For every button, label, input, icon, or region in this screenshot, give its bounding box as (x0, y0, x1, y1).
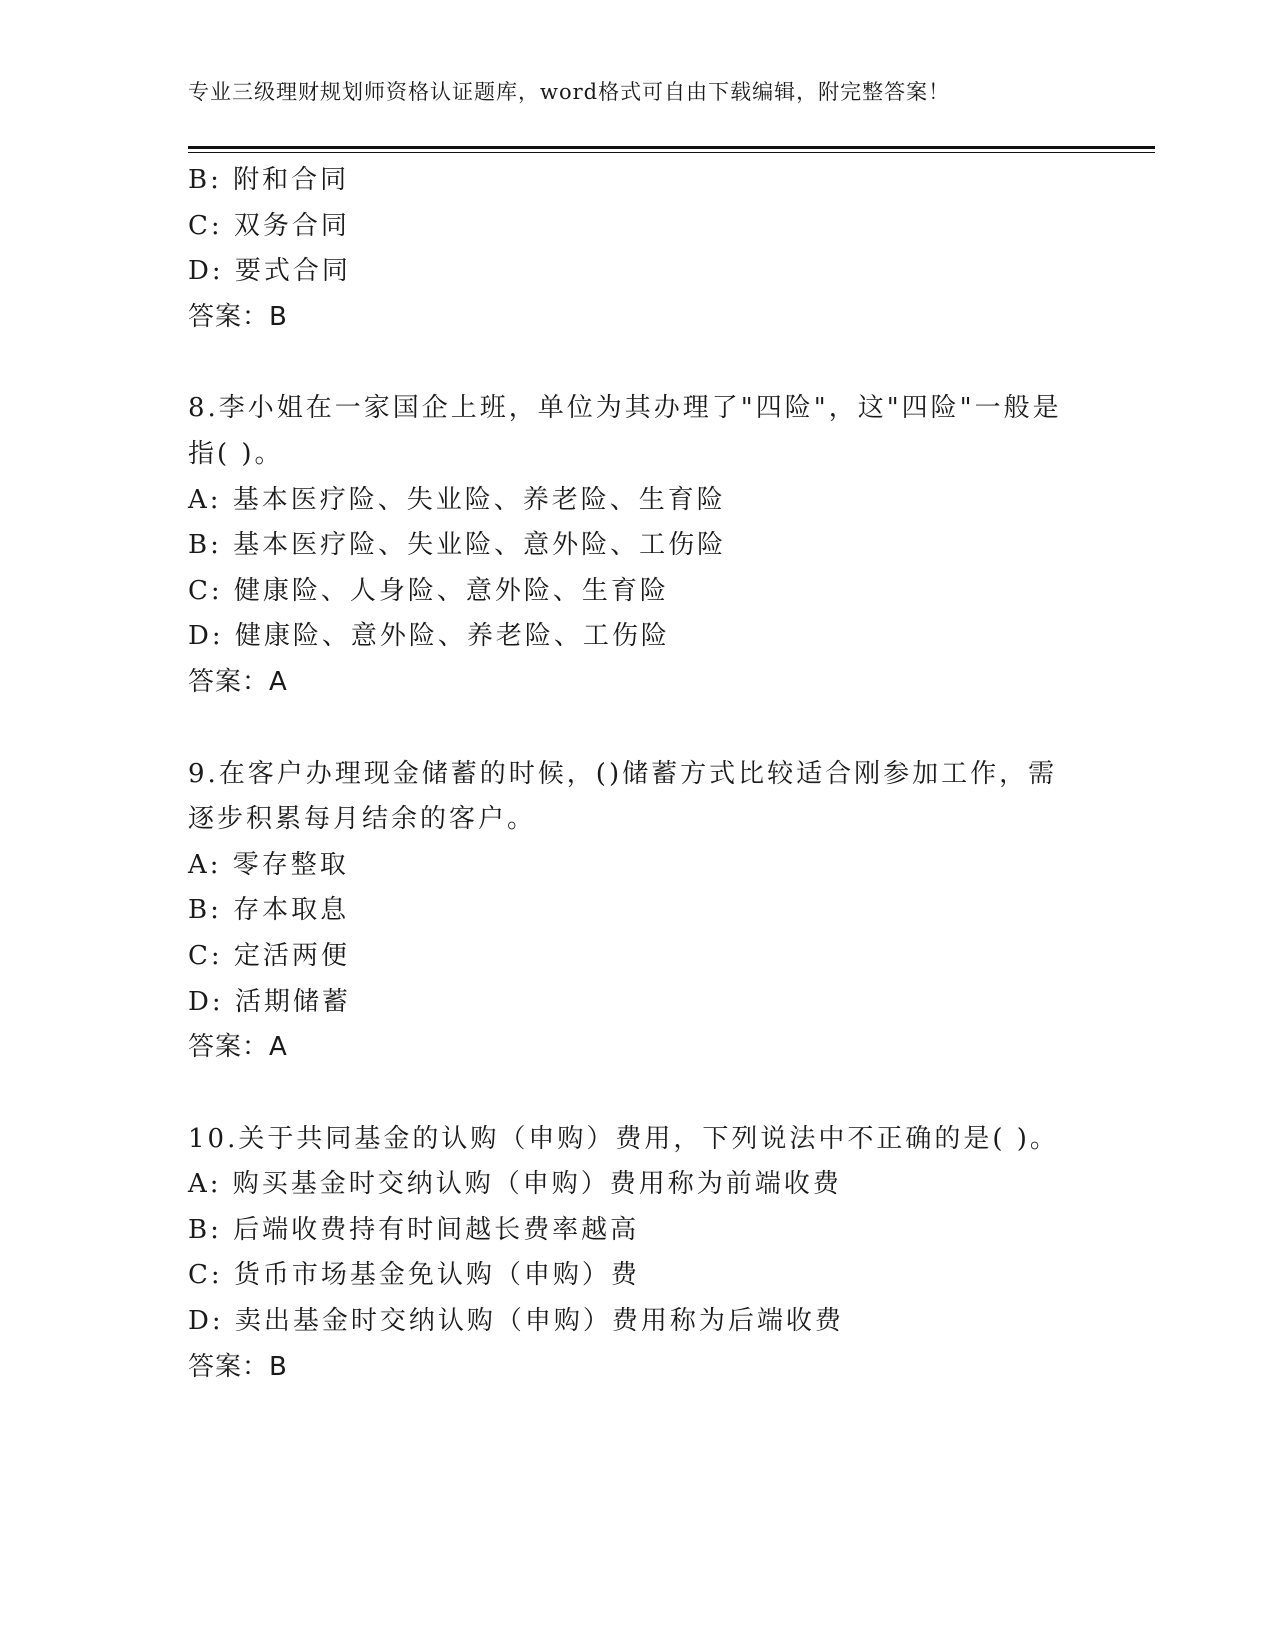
answer: 答案：B (188, 1351, 288, 1382)
question-8 (188, 386, 1088, 705)
option-d: D: 活期储蓄 (188, 986, 351, 1017)
option-b: B: 基本医疗险、失业险、意外险、工伤险 (188, 530, 727, 561)
option-d: D: 健康险、意外险、养老险、工伤险 (188, 621, 670, 652)
option-b: B: 附和合同 (188, 165, 350, 195)
option-a: A: 零存整取 (188, 849, 349, 880)
option-c: C: 双务合同 (188, 210, 350, 241)
question-10 (188, 1117, 1088, 1391)
option-c: C: 定活两便 (188, 940, 350, 971)
answer: 答案：B (188, 301, 288, 332)
option-c: C: 健康险、人身险、意外险、生育险 (188, 575, 669, 606)
question-stem: 逐步积累每月结余的客户。 (188, 804, 537, 835)
continued-question (188, 158, 1088, 340)
option-a: A: 基本医疗险、失业险、养老险、生育险 (188, 484, 726, 515)
question-stem: 指( )。 (188, 438, 284, 469)
answer: 答案：A (188, 666, 288, 697)
question-stem: 10.关于共同基金的认购（申购）费用，下列说法中不正确的是( )。 (188, 1123, 1059, 1154)
option-c: C: 货币市场基金免认购（申购）费 (188, 1260, 640, 1291)
question-9 (188, 752, 1088, 1071)
option-b: B: 后端收费持有时间越长费率越高 (188, 1214, 640, 1245)
question-stem: 8.李小姐在一家国企上班，单位为其办理了"四险"，这"四险"一般是 (188, 393, 1062, 424)
option-b: B: 存本取息 (188, 895, 350, 926)
option-a: A: 购买基金时交纳认购（申购）费用称为前端收费 (188, 1169, 842, 1200)
option-d: D: 卖出基金时交纳认购（申购）费用称为后端收费 (188, 1306, 844, 1337)
header-rule-thick (188, 146, 1155, 149)
question-stem: 9.在客户办理现金储蓄的时候，()储蓄方式比较适合刚参加工作，需 (188, 758, 1058, 789)
option-d: D: 要式合同 (188, 256, 351, 287)
page-header: 专业三级理财规划师资格认证题库，word格式可自由下载编辑，附完整答案！ (188, 80, 951, 104)
question-content (188, 158, 1088, 1390)
header-rule-thin (188, 152, 1155, 153)
answer: 答案：A (188, 1032, 288, 1063)
